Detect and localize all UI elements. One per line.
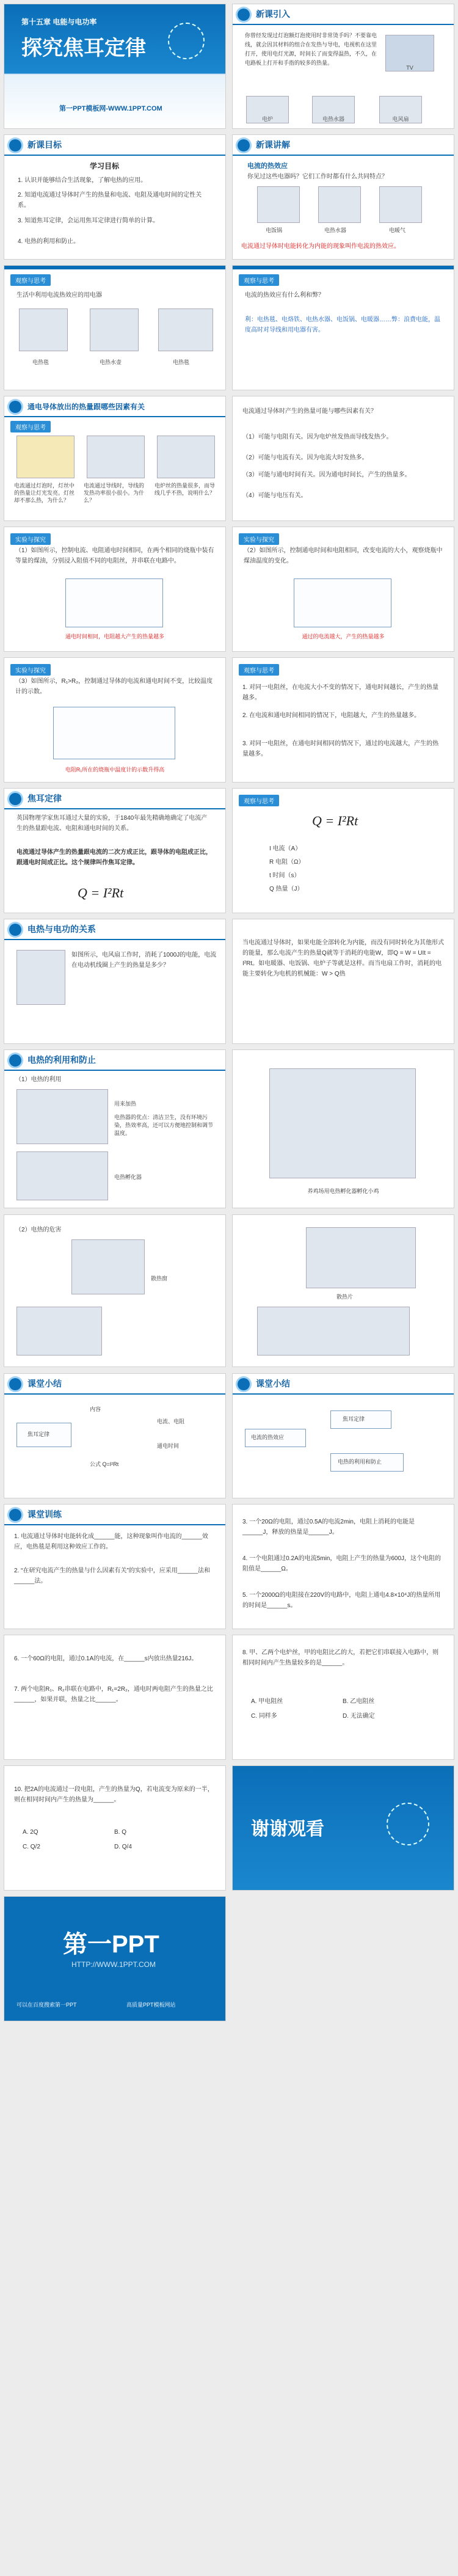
incubator-image xyxy=(16,1089,108,1144)
resistor-image xyxy=(87,436,145,478)
question-text: 生活中利用电流热效应的用电器 xyxy=(16,292,102,299)
bulb-image xyxy=(16,436,75,478)
site-label: 第一PPT模板网-WWW.1PPT.COM xyxy=(59,105,162,112)
node-3: 通电时间 xyxy=(157,1443,180,1449)
sub-title: （2）电热的危害 xyxy=(15,1227,62,1233)
thanks-text: 谢谢观看 xyxy=(251,1819,324,1839)
label-2: 散热片 xyxy=(336,1294,354,1300)
practice-item-1: 1. 电流通过导体时电能转化成______能，这种现象叫作电流的______效应，电热毯是利用这种效应工作的。 xyxy=(14,1533,208,1550)
label-1: 电饭锅 xyxy=(266,227,283,233)
slide-experiment-1 xyxy=(4,527,226,652)
circle-icon xyxy=(9,1054,21,1067)
practice-item-5: 5. 一个2000Ω的电阻接在220V的电路中，电阻上通电4.8×10⁴J的热量所用的时间是______s。 xyxy=(242,1592,441,1609)
circle-icon xyxy=(9,401,21,413)
slide-experiment-2 xyxy=(232,527,454,652)
tv-image: TV xyxy=(385,35,434,71)
blanket-image xyxy=(19,308,68,351)
option-c: C. 同样多 xyxy=(251,1713,277,1720)
variable-4: Q 热量（J） xyxy=(269,886,304,892)
center-label: 焦耳定律 xyxy=(27,1431,50,1437)
joule-formula: Q = I²Rt xyxy=(312,813,358,828)
experiment-text: （3）如图所示，R₁>R₂，控制通过导体的电流和通电时间不变，比较温度计的示数。 xyxy=(15,678,213,695)
experiment-apparatus xyxy=(53,707,175,759)
section-header: 新课引入 xyxy=(233,4,454,25)
node-1: 内容 xyxy=(90,1406,101,1412)
section-header: 电热的利用和防止 xyxy=(4,1050,225,1071)
slide-conclusions xyxy=(232,657,454,783)
slide-summary-2 xyxy=(232,1373,454,1498)
section-header: 课堂训练 xyxy=(4,1505,225,1525)
tag: 实验与探究 xyxy=(10,664,51,676)
joule-text: 英国物理学家焦耳通过大量的实验，于1840年最先精确地确定了电流产生的热量跟电流、电阻和通电时间的关系。 xyxy=(16,815,208,832)
tag: 观察与思考 xyxy=(239,664,279,676)
slide-pros-cons xyxy=(232,265,454,390)
joule-law-text: 电流通过导体产生的热量跟电流的二次方成正比，跟导体的电阻成正比，跟通电时间成正比。这个规律叫作焦耳定律。 xyxy=(16,849,212,866)
circle-icon xyxy=(9,924,21,936)
hypothesis-1: （1）可能与电阻有关。因为电炉丝发热而导线发热少。 xyxy=(242,434,393,440)
coil-image xyxy=(157,436,215,478)
hypothesis-3: （3）可能与通电时间有关。因为通电时间长，产生的热量多。 xyxy=(242,472,411,478)
hypothesis-2: （2）可能与电流有关。因为电流大时发热多。 xyxy=(242,454,368,461)
label-2: 电热水壶 xyxy=(100,359,122,365)
practice-item-3: 3. 一个20Ω的电阻，通过0.5A的电流2min，电阻上消耗的电能是______J，释放的热量是______J。 xyxy=(242,1519,415,1536)
label-2: 电热器的优点：清洁卫生，没有环境污染，热效率高，还可以方便地控制和调节温度。 xyxy=(114,1114,214,1136)
objective-4: 4. 电热的利用和防止。 xyxy=(18,238,80,245)
slide-energy-relation xyxy=(232,919,454,1044)
site-url: HTTP://WWW.1PPT.COM xyxy=(71,1960,156,1969)
conclusion-2: 2. 在电流和通电时间相同的情况下，电阻越大，产生的热量越多。 xyxy=(242,712,421,719)
option-a: A. 2Q xyxy=(23,1829,38,1836)
circle-icon xyxy=(238,139,250,151)
tag: 观察与思考 xyxy=(239,795,279,806)
slide-practice-5 xyxy=(4,1765,226,1891)
label-1: 电热毯 xyxy=(32,359,49,365)
option-b: B. 乙电阻丝 xyxy=(343,1698,375,1705)
appliance-image-2: 电热水器 xyxy=(312,96,355,123)
caption-3: 电炉丝的热量很多，而导线几乎不热，说明什么？ xyxy=(154,483,216,496)
answer-text: 利：电热毯、电烙铁、电热水器、电饭锅、电暖器……弊：浪费电能，温度高时对导线和用电器有害。 xyxy=(245,316,440,334)
slide-practice-3 xyxy=(4,1635,226,1760)
node-2: 电流、电阻 xyxy=(157,1418,185,1425)
slide-logo xyxy=(4,1896,226,2021)
option-c: C. Q/2 xyxy=(23,1844,40,1850)
slide-practice-2 xyxy=(232,1504,454,1629)
slide-appliances xyxy=(4,265,226,390)
intro-text: 你曾经发现过灯泡额灯泡使用时非常烫手吗？不要靠电线，就会因其材料的组合在发热与导电，电视机在这里打开，使用电灯光源，时间长了而变得温热，不久，在电路板上打开和手指的较多的热量。 xyxy=(245,32,377,66)
label-3: 电热毯 xyxy=(173,359,190,365)
appliance-image-3: 电风扇 xyxy=(379,96,422,123)
slide-heat-effect xyxy=(232,134,454,260)
objective-2: 2. 知道电流通过导体时产生的热量和电流、电阻及通电时间的定性关系。 xyxy=(18,192,202,209)
tag: 观察与思考 xyxy=(10,274,51,286)
section-header: 电热与电功的关系 xyxy=(4,919,225,940)
hatching-image xyxy=(16,1151,108,1200)
circle-icon xyxy=(238,9,250,21)
experiment-apparatus xyxy=(65,578,163,627)
slide-formula xyxy=(232,788,454,913)
caption-1: 电流通过灯泡时，灯丝中的热量让灯光发亮。灯丝却不那么热，为什么？ xyxy=(14,483,75,503)
footer-text-2: 高质量PPT模板网站 xyxy=(126,2002,176,2008)
slide-title xyxy=(4,4,226,129)
hatching-caption: 养鸡场用电热孵化器孵化小鸡 xyxy=(307,1188,379,1194)
label-3: 电暖气 xyxy=(389,227,406,233)
question-text: 你见过这些电器吗？它们工作时都有什么共同特点？ xyxy=(247,173,388,180)
footer-text-1: 可以在百度搜索第一PPT xyxy=(16,2002,77,2008)
label-2: 电热水器 xyxy=(324,227,347,233)
label-1: 散热窗 xyxy=(151,1275,168,1282)
variable-1: I 电流（A） xyxy=(269,845,302,852)
hypothesis-4: （4）可能与电压有关。 xyxy=(242,492,307,499)
tag: 实验与探究 xyxy=(10,533,51,545)
iron-image xyxy=(158,308,213,351)
sub-title: 电流的热效应 xyxy=(247,162,288,170)
logo-text: 第一PPT xyxy=(63,1931,159,1958)
sub-title: （1）电热的利用 xyxy=(15,1076,62,1083)
tag: 观察与思考 xyxy=(10,421,51,432)
summary-node-1: 电流的热效应 xyxy=(251,1434,285,1440)
relation-text: 当电流通过导体时，如果电能全部转化为内能，而没有同时转化为其他形式的能量，那么电流产生的热量Q就等于消耗的电能W，即Q = W = UIt = I²Rt。如电暖器、电饭锅、电炉子等就是这样。而当电扇工作时，消耗的电能主要转化为电机的机械能：W > Q热 xyxy=(242,940,444,977)
kettle-image xyxy=(90,308,139,351)
experiment-text: （1）如图所示，控制电流、电阻通电时间相同，在两个相同的烧瓶中装有等量的煤油，分别浸入阻值不同的电阻丝，并串联在电路中。 xyxy=(15,547,214,564)
dandelion-decoration xyxy=(168,23,205,59)
question-text: 电流通过导体时产生的热量可能与哪些因素有关？ xyxy=(242,408,377,415)
variable-3: t 时间（s） xyxy=(269,872,300,879)
slide-practice-1 xyxy=(4,1504,226,1629)
joule-formula: Q = I²Rt xyxy=(78,885,124,900)
label-3: 电热孵化器 xyxy=(114,1174,142,1180)
practice-item-7: 7. 两个电阻R₁、R₂串联在电路中，R₁=2R₂，通电时两电阻产生的热量之比______，如果并联，热量之比______。 xyxy=(14,1686,213,1703)
slide-heat-vents xyxy=(232,1214,454,1367)
experiment-caption: 电阻R₁所在的烧瓶中温度计的示数升得高 xyxy=(65,767,165,773)
objective-3: 3. 知道焦耳定律，会运用焦耳定律进行简单的计算。 xyxy=(18,217,159,224)
objectives-box-title: 学习目标 xyxy=(90,162,120,170)
experiment-apparatus xyxy=(294,578,391,627)
slide-summary-1 xyxy=(4,1373,226,1498)
water-heater-image xyxy=(318,186,361,223)
circle-icon xyxy=(9,793,21,805)
label-1: 用来加热 xyxy=(114,1101,137,1107)
fan-photo xyxy=(257,1307,410,1356)
slide-practice-4 xyxy=(232,1635,454,1760)
node-4: 公式 Q=I²Rt xyxy=(90,1461,119,1467)
tag: 实验与探究 xyxy=(239,533,279,545)
summary-node-2: 焦耳定律 xyxy=(343,1416,365,1422)
slide-thanks xyxy=(232,1765,454,1891)
practice-item-6: 6. 一个60Ω的电阻，通过0.1A的电流，在______s内放出热量216J。 xyxy=(14,1655,198,1662)
variable-2: R 电阻（Ω） xyxy=(269,859,305,866)
conclusion-1: 1. 对同一电阻丝，在电流大小不变的情况下，通电时间越长，产生的热量越多。 xyxy=(242,684,439,701)
circle-icon xyxy=(238,1378,250,1390)
question-text: 电流的热效应有什么利和弊？ xyxy=(245,292,324,299)
section-header: 新课目标 xyxy=(4,135,225,156)
page-title: 探究焦耳定律 xyxy=(21,37,146,60)
slide-objectives xyxy=(4,134,226,260)
option-b: B. Q xyxy=(114,1829,127,1836)
appliance-image-1: 电炉 xyxy=(246,96,289,123)
rice-cooker-image xyxy=(257,186,300,223)
dandelion-decoration xyxy=(387,1803,429,1845)
question-text: 如图所示，电风扇工作时，消耗了1000J的电能，电流在电动机线圈上产生的热量是多少？ xyxy=(71,952,217,969)
summary-node-3: 电热的利用和防止 xyxy=(338,1459,382,1465)
heater-image xyxy=(379,186,422,223)
slide-hatching xyxy=(232,1049,454,1208)
slide-hypothesis xyxy=(232,396,454,521)
practice-item-4: 4. 一个电阻通过0.2A的电流5min，电阻上产生的热量为600J，这个电阻的阻值是______Ω。 xyxy=(242,1555,442,1572)
option-a: A. 甲电阻丝 xyxy=(251,1698,283,1705)
option-d: D. Q/4 xyxy=(114,1844,132,1850)
objective-1: 1. 认识并能够结合生活现象，了解电热的应用。 xyxy=(18,177,147,184)
cooling-photo xyxy=(16,1307,102,1356)
slide-heat-use xyxy=(4,1049,226,1208)
circle-icon xyxy=(9,139,21,151)
practice-item-8: 8. 甲、乙两个电炉丝，甲的电阻比乙的大，若把它们串联接入电路中，则相同时间内产生热量较多的是______。 xyxy=(242,1649,439,1666)
vent-photo xyxy=(306,1227,416,1288)
drill-image xyxy=(16,950,65,1005)
practice-item-2: 2. “在研究电流产生的热量与什么因素有关”的实验中，应采用______法和______法。 xyxy=(14,1567,211,1585)
conclusion-3: 3. 对同一电阻丝，在通电时间相同的情况下，通过的电流越大，产生的热量越多。 xyxy=(242,740,439,757)
section-header: 焦耳定律 xyxy=(4,789,225,809)
chapter-label: 第十五章 电能与电功率 xyxy=(21,18,97,26)
section-header: 新课讲解 xyxy=(233,135,454,156)
section-header: 课堂小结 xyxy=(4,1374,225,1395)
tag: 观察与思考 xyxy=(239,274,279,286)
experiment-caption: 通过的电流越大，产生的热量越多 xyxy=(302,633,385,640)
experiment-caption: 通电时间相同，电阻越大产生的热量越多 xyxy=(65,633,164,640)
experiment-text: （2）如图所示，控制通电时间和电阻相同，改变电流的大小，观察烧瓶中煤油温度的变化。 xyxy=(244,547,443,564)
computer-photo xyxy=(71,1239,145,1294)
option-d: D. 无法确定 xyxy=(343,1713,375,1720)
incubator-photo xyxy=(269,1068,416,1178)
section-header: 通电导体放出的热量跟哪些因素有关 xyxy=(4,396,225,417)
slide-experiment-3 xyxy=(4,657,226,783)
practice-item-10: 10. 把2A的电流通过一段电阻，产生的热量为Q，若电流变为原来的一半，则在相同时间内产生的热量为______。 xyxy=(14,1786,214,1803)
circle-icon xyxy=(9,1378,21,1390)
slide-heat-work xyxy=(4,919,226,1044)
slide-factors xyxy=(4,396,226,521)
circle-icon xyxy=(9,1509,21,1521)
caption-2: 电流通过导线时，导线的发热功率很小很小。为什么？ xyxy=(84,483,145,503)
answer-text: 电流通过导体时电能转化为内能的现象叫作电流的热效应。 xyxy=(241,243,400,250)
slide-intro xyxy=(232,4,454,129)
slide-joule-law xyxy=(4,788,226,913)
section-header: 课堂小结 xyxy=(233,1374,454,1395)
slide-heat-harm xyxy=(4,1214,226,1367)
